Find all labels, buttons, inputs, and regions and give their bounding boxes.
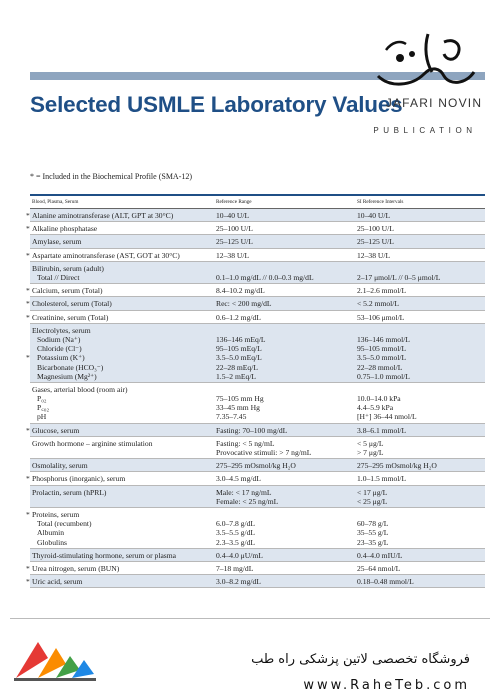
reference-range: 2.3–3.5 g/dL bbox=[216, 537, 256, 547]
reference-range: 10–40 U/L bbox=[216, 211, 250, 220]
profile-marker: * bbox=[26, 353, 30, 363]
test-name: Sodium (Na⁺) bbox=[37, 334, 81, 344]
test-name: Growth hormone – arginine stimulation bbox=[32, 438, 153, 448]
reference-range: 3.0–4.5 mg/dL bbox=[216, 474, 261, 484]
si-interval: 275–295 mOsmol/kg H₂O bbox=[357, 461, 437, 471]
reference-range: 0.6–1.2 mg/dL bbox=[216, 312, 261, 322]
reference-range: 1.5–2 mEq/L bbox=[216, 371, 257, 381]
si-interval: [H⁺] 36–44 nmol/L bbox=[357, 412, 417, 422]
header-cell: Blood, Plasma, Serum bbox=[32, 199, 79, 205]
reference-range: 3.0–8.2 mg/dL bbox=[216, 577, 261, 587]
si-interval: 0.4–4.0 mIU/L bbox=[357, 550, 403, 560]
test-name: Amylase, serum bbox=[32, 237, 82, 247]
profile-marker: * bbox=[26, 286, 30, 296]
reference-range: 136–146 mEq/L bbox=[216, 334, 266, 344]
test-name: Calcium, serum (Total) bbox=[32, 286, 103, 296]
table-row bbox=[30, 262, 485, 284]
si-interval: < 25 μg/L bbox=[357, 496, 388, 506]
si-interval: 60–78 g/L bbox=[357, 519, 389, 529]
si-interval: 22–28 mmol/L bbox=[357, 362, 403, 372]
test-name: P꜀₀₂ bbox=[37, 403, 50, 413]
si-interval: 25–100 U/L bbox=[357, 224, 394, 234]
table-row bbox=[26, 249, 485, 262]
footer-divider bbox=[10, 618, 490, 619]
test-name: Cholesterol, serum (Total) bbox=[32, 299, 112, 309]
profile-marker: * bbox=[26, 577, 30, 587]
profile-note: * = Included in the Biochemical Profile (SMA-12) bbox=[30, 172, 193, 181]
reference-range: 3.5–5.0 mEq/L bbox=[216, 353, 262, 363]
calligraphy-logo-icon bbox=[370, 28, 480, 98]
test-name: P₀₂ bbox=[37, 394, 47, 404]
reference-range: Female: < 25 ng/mL bbox=[216, 496, 279, 506]
profile-marker: * bbox=[26, 474, 30, 484]
publisher-logo bbox=[360, 28, 490, 148]
table-row bbox=[30, 383, 485, 424]
si-interval: 10–40 U/L bbox=[357, 211, 391, 220]
test-name: Alkaline phosphatase bbox=[32, 224, 98, 234]
profile-marker: * bbox=[26, 299, 30, 309]
test-name: Thyroid-stimulating hormone, serum or plasma bbox=[32, 550, 177, 560]
table-row bbox=[26, 222, 485, 235]
store-footer bbox=[0, 618, 500, 700]
test-name: Phosphorus (inorganic), serum bbox=[32, 474, 126, 484]
reference-range: 22–28 mEq/L bbox=[216, 362, 258, 372]
profile-marker: * bbox=[26, 250, 30, 260]
reference-range: 95–105 mEq/L bbox=[216, 344, 262, 354]
test-name: Glucose, serum bbox=[32, 425, 80, 435]
si-interval: 2.1–2.6 mmol/L bbox=[357, 286, 407, 296]
table-row bbox=[26, 562, 485, 575]
si-interval: > 7 μg/L bbox=[357, 448, 384, 458]
table-row bbox=[26, 575, 485, 588]
lab-values-table bbox=[26, 194, 485, 588]
profile-marker: * bbox=[26, 510, 30, 520]
store-logo-icon bbox=[10, 628, 100, 688]
reference-range: 0.1–1.0 mg/dL // 0.0–0.3 mg/dL bbox=[216, 272, 314, 282]
logo-subtitle: PUBLICATION bbox=[373, 126, 477, 135]
test-name: Prolactin, serum (hPRL) bbox=[32, 487, 107, 497]
si-interval: < 5 μg/L bbox=[357, 438, 384, 448]
si-interval: 2–17 μmol/L // 0–5 μmol/L bbox=[357, 272, 441, 282]
si-interval: 4.4–5.9 kPa bbox=[357, 403, 394, 413]
reference-range: 12–38 U/L bbox=[216, 250, 250, 260]
reference-range: 3.5–5.5 g/dL bbox=[216, 528, 256, 538]
reference-range: 33–45 mm Hg bbox=[216, 403, 260, 413]
si-interval: 136–146 mmol/L bbox=[357, 334, 410, 344]
si-interval: 0.18–0.48 mmol/L bbox=[357, 577, 414, 587]
table-row bbox=[26, 424, 485, 437]
test-name: Aspartate aminotransferase (AST, GOT at 30°C) bbox=[32, 250, 180, 260]
logo-name: JAFARI NOVIN bbox=[385, 96, 483, 110]
test-name: pH bbox=[37, 412, 47, 422]
store-name: فروشگاه تخصصی لاتین پزشکی راه طب bbox=[251, 652, 470, 667]
test-name: Chloride (Cl⁻) bbox=[37, 344, 82, 354]
test-name: Total (recumbent) bbox=[37, 519, 92, 529]
table-header bbox=[30, 194, 485, 209]
test-name: Electrolytes, serum bbox=[32, 325, 91, 335]
test-name: Uric acid, serum bbox=[32, 577, 83, 587]
si-interval: 53–106 μmol/L bbox=[357, 312, 405, 322]
profile-marker: * bbox=[26, 564, 30, 574]
reference-range: 25–125 U/L bbox=[216, 237, 253, 247]
reference-range: 6.0–7.8 g/dL bbox=[216, 519, 256, 529]
si-interval: 1.0–1.5 mmol/L bbox=[357, 474, 407, 484]
reference-range: 7–18 mg/dL bbox=[216, 564, 254, 574]
si-interval: 3.5–5.0 mmol/L bbox=[357, 353, 407, 363]
test-name: Urea nitrogen, serum (BUN) bbox=[32, 564, 120, 574]
si-interval: 95–105 mmol/L bbox=[357, 344, 407, 354]
test-name: Gases, arterial blood (room air) bbox=[32, 384, 128, 394]
table-row bbox=[30, 235, 485, 248]
table-row bbox=[26, 209, 485, 222]
header-cell: SI Reference Intervals bbox=[357, 199, 404, 205]
test-name: Creatinine, serum (Total) bbox=[32, 312, 109, 322]
si-interval: 12–38 U/L bbox=[357, 250, 391, 260]
test-name: Proteins, serum bbox=[32, 510, 80, 520]
si-interval: < 5.2 mmol/L bbox=[357, 299, 400, 309]
si-interval: 3.8–6.1 mmol/L bbox=[357, 425, 407, 435]
test-name: Alanine aminotransferase (ALT, GPT at 30°C) bbox=[32, 211, 174, 220]
si-interval: 10.0–14.0 kPa bbox=[357, 394, 401, 404]
test-name: Bicarbonate (HCO₃⁻) bbox=[37, 362, 104, 372]
si-interval: 23–35 g/L bbox=[357, 537, 389, 547]
test-name: Potassium (K⁺) bbox=[37, 353, 85, 363]
test-name: Magnesium (Mg²⁺) bbox=[37, 371, 97, 381]
table-row bbox=[30, 459, 485, 472]
reference-range: 0.4–4.0 μU/mL bbox=[216, 550, 263, 560]
table-row bbox=[26, 284, 485, 297]
table-row bbox=[26, 297, 485, 310]
test-name: Bilirubin, serum (adult) bbox=[32, 263, 104, 273]
reference-range: 75–105 mm Hg bbox=[216, 394, 264, 404]
test-name: Osmolality, serum bbox=[32, 461, 88, 471]
test-name: Globulins bbox=[37, 537, 67, 547]
si-interval: < 17 μg/L bbox=[357, 487, 388, 497]
reference-range: 8.4–10.2 mg/dL bbox=[216, 286, 265, 296]
table-row bbox=[30, 486, 485, 508]
table-row bbox=[30, 437, 485, 459]
table-row bbox=[26, 311, 485, 324]
profile-marker: * bbox=[26, 312, 30, 322]
store-url[interactable]: www.RaheTeb.com bbox=[303, 678, 470, 693]
page-title: Selected USMLE Laboratory Values bbox=[30, 92, 403, 117]
si-interval: 35–55 g/L bbox=[357, 528, 389, 538]
table-row bbox=[26, 472, 485, 485]
reference-range: 7.35–7.45 bbox=[216, 412, 247, 422]
si-interval: 25–64 nmol/L bbox=[357, 564, 401, 574]
reference-range: 275–295 mOsmol/kg H₂O bbox=[216, 461, 296, 471]
profile-marker: * bbox=[26, 211, 30, 220]
profile-marker: * bbox=[26, 224, 30, 234]
table-row bbox=[26, 508, 485, 549]
reference-range: Fasting: 70–100 mg/dL bbox=[216, 425, 288, 435]
table-body bbox=[26, 209, 485, 588]
header-cell: Reference Range bbox=[216, 199, 252, 205]
reference-range: 25–100 U/L bbox=[216, 224, 253, 234]
reference-range: Male: < 17 ng/mL bbox=[216, 487, 272, 497]
reference-range: Provocative stimuli: > 7 ng/mL bbox=[216, 448, 312, 458]
si-interval: 0.75–1.0 mmol/L bbox=[357, 371, 410, 381]
profile-marker: * bbox=[26, 425, 30, 435]
table-row bbox=[30, 549, 485, 562]
reference-range: Rec: < 200 mg/dL bbox=[216, 299, 272, 309]
reference-range: Fasting: < 5 ng/mL bbox=[216, 438, 275, 448]
test-name: Albumin bbox=[37, 528, 65, 538]
table-row bbox=[26, 324, 485, 383]
test-name: Total // Direct bbox=[37, 272, 80, 282]
si-interval: 25–125 U/L bbox=[357, 237, 394, 247]
